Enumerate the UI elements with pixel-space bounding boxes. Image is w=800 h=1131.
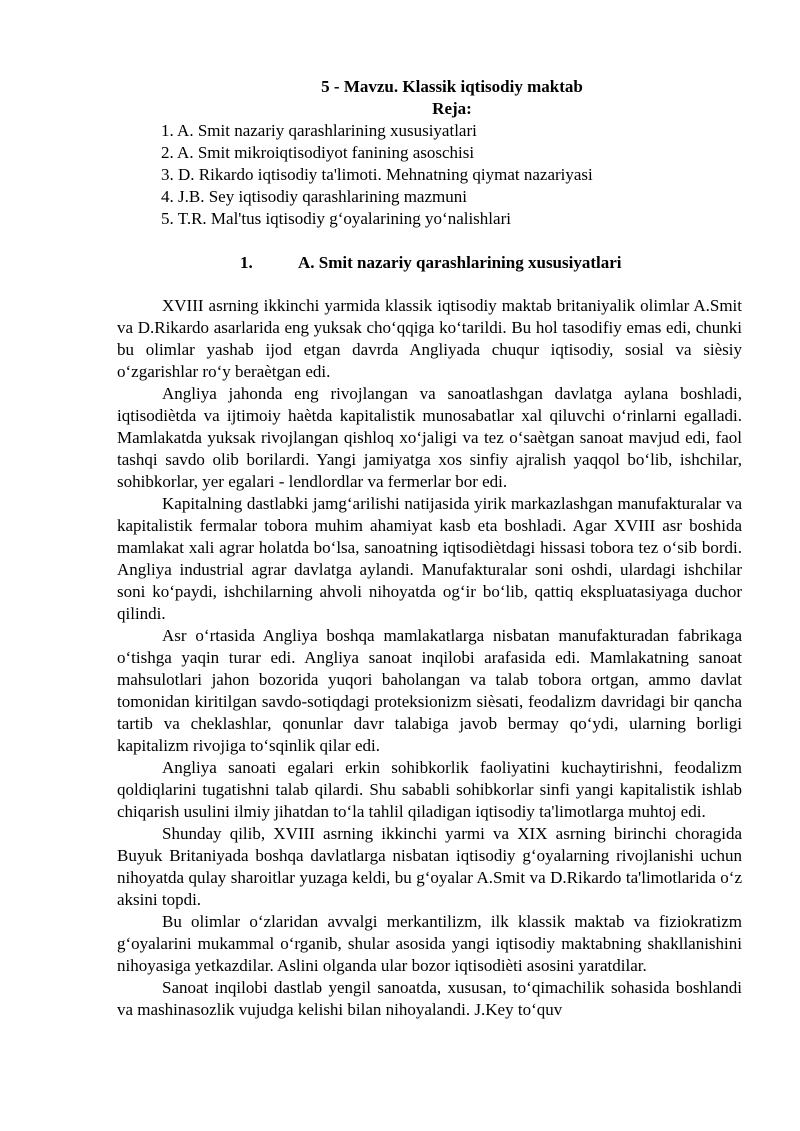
section-number: 1. — [240, 253, 253, 272]
paragraph: XVIII asrning ikkinchi yarmida klassik iqtisodiy maktab britaniyalik olimlar A.Smit va D.Rikardo asarlarida eng yuksak cho‘qqiga ko‘tarildi. Bu hol tasodifiy emas edi, chunki bu olimlar yashab ijod etgan davrda Angliyada chuqur iqtisodiy, sosial va siѐsiy o‘zgarishlar ro‘y beraѐtgan edi. — [117, 296, 742, 381]
plan-item: 1. A. Smit nazariy qarashlarining xususiyatlari — [161, 121, 477, 140]
paragraph: Asr o‘rtasida Angliya boshqa mamlakatlarga nisbatan manufakturadan fabrikaga o‘tishga yaqin turar edi. Angliya sanoat inqilobi arafasida edi. Mamlakatning sanoat mahsulotlari jahon bozorida yuqori baholangan va talab tobora ortgan, ammo davlat tomonidan kiritilgan savdo-sotiqdagi proteksionizm siѐsati, feodalizm davridagi bir qancha tartib va cheklashlar, qonunlar davr talabiga javob bermay qo‘ydi, ularning borligi kapitalizm rivojiga to‘sqinlik qilar edi. — [117, 626, 742, 755]
paragraph: Angliya jahonda eng rivojlangan va sanoatlashgan davlatga aylana boshladi, iqtisodiѐtda va ijtimoiy haѐtda kapitalistik munosabatlar xal qiluvchi o‘rinlarni egalladi. Mamlakatda yuksak rivojlangan qishloq xo‘jaligi va tez o‘saѐtgan sanoat mavjud edi, faol tashqi savdo olib borilardi. Yangi jamiyatga xos sinfiy ajralish yaqqol bo‘lib, ishchilar, sohibkorlar, yer egalari - lendlordlar va fermerlar bor edi. — [117, 384, 742, 491]
document-title-block — [0, 76, 800, 120]
plan-item: 4. J.B. Sey iqtisodiy qarashlarining mazmuni — [161, 187, 467, 206]
paragraph: Kapitalning dastlabki jamg‘arilishi natijasida yirik markazlashgan manufakturalar va kapitalistik fermalar tobora muhim ahamiyat kasb eta boshladi. Agar XVIII asr boshida mamlakat xali agrar holatda bo‘lsa, sanoatning iqtisodiѐtdagi hissasi tobora tez o‘sib bordi. Angliya industrial agrar davlatga aylandi. Manufakturalar soni oshdi, ulardagi ishchilar soni ko‘paydi, ishchilarning ahvoli nihoyatda og‘ir bo‘lib, qattiq ekspluatasiyaga duchor qilindi. — [117, 494, 742, 623]
plan-item: 3. D. Rikardo iqtisodiy ta'limoti. Mehnatning qiymat nazariyasi — [161, 165, 593, 184]
plan-item: 5. T.R. Mal'tus iqtisodiy g‘oyalarining yo‘nalishlari — [161, 209, 511, 228]
section-heading — [240, 252, 740, 274]
paragraph: Sanoat inqilobi dastlab yengil sanoatda, xususan, to‘qimachilik sohasida boshlandi va mashinasozlik vujudga kelishi bilan nihoyalandi. J.Key to‘quv — [117, 978, 742, 1019]
plan-list — [161, 120, 721, 230]
body-text — [117, 295, 742, 1021]
paragraph: Bu olimlar o‘zlaridan avvalgi merkantilizm, ilk klassik maktab va fiziokratizm g‘oyalarini mukammal o‘rganib, shular asosida yangi iqtisodiy maktabning shakllanishini nihoyasiga yetkazdilar. Aslini olganda ular bozor iqtisodiѐti asosini yaratdilar. — [117, 912, 742, 975]
section-title: A. Smit nazariy qarashlarining xususiyatlari — [298, 253, 622, 272]
paragraph: Angliya sanoati egalari erkin sohibkorlik faoliyatini kuchaytirishni, feodalizm qoldiqlarini tugatishni talab qilardi. Shu sababli sohibkorlar sinfi yangi kapitalistik ishlab chiqarish usulini ilmiy jihatdan to‘la tahlil qiladigan iqtisodiy ta'limotlarga muhtoj edi. — [117, 758, 742, 821]
plan-heading: Reja: — [432, 99, 472, 118]
plan-item: 2. A. Smit mikroiqtisodiyot fanining asoschisi — [161, 143, 475, 162]
document-title: 5 - Mavzu. Klassik iqtisodiy maktab — [321, 77, 583, 96]
paragraph: Shunday qilib, XVIII asrning ikkinchi yarmi va XIX asrning birinchi choragida Buyuk Britaniyada boshqa davlatlarga nisbatan iqtisodiy g‘oyalarning rivojlanishi uchun nihoyatda qulay sharoitlar yuzaga keldi, bu g‘oyalar A.Smit va D.Rikardo ta'limotlarida o‘z aksini topdi. — [117, 824, 742, 909]
